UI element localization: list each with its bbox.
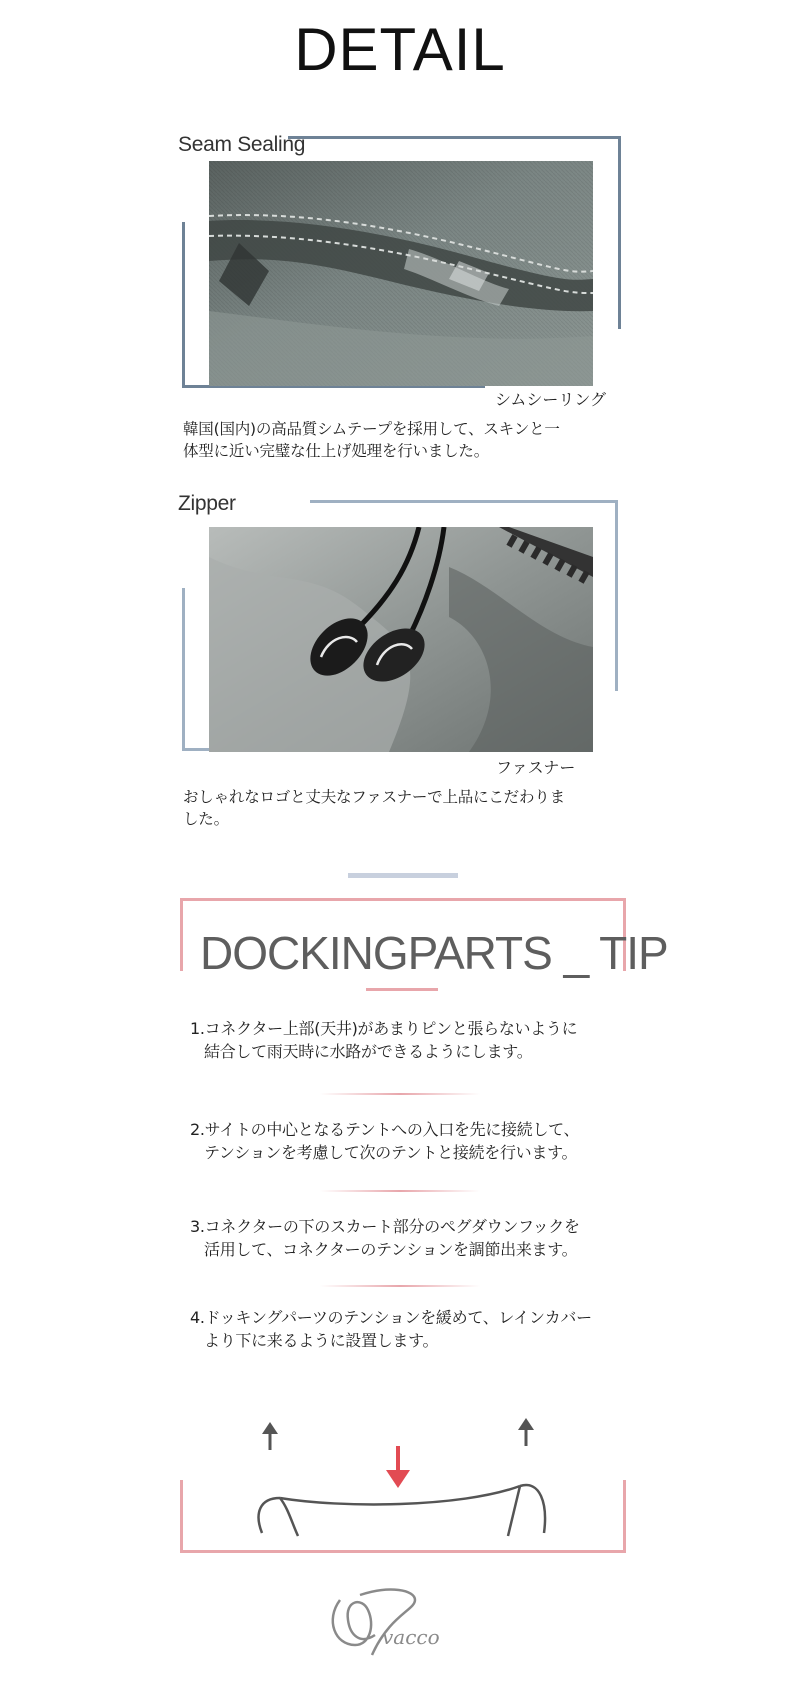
- tip-separator: [320, 1093, 480, 1095]
- tip-item: [190, 1118, 630, 1164]
- tip-line: より下に来るように設置します。: [204, 1331, 439, 1350]
- tip-title-underline: [366, 988, 438, 991]
- tip-separator: [320, 1190, 480, 1192]
- tip-title: DOCKINGPARTS _ TIP: [200, 927, 668, 979]
- brand-wordmark: vacco: [382, 1625, 440, 1649]
- tension-diagram: [240, 1408, 560, 1542]
- section-divider: [348, 873, 458, 878]
- seam-sealing-caption: シムシーリング: [495, 390, 607, 409]
- seam-sealing-description: [183, 418, 623, 462]
- zipper-caption: ファスナー: [496, 758, 576, 777]
- description-line: した。: [183, 810, 229, 828]
- tip-line: 2.サイトの中心となるテントへの入口を先に接続して、: [190, 1120, 580, 1139]
- arrow-down-icon: [386, 1446, 410, 1488]
- arrow-up-icon: [518, 1418, 534, 1446]
- tip-line: 結合して雨天時に水路ができるようにします。: [204, 1042, 533, 1061]
- description-line: 体型に近い完璧な仕上げ処理を行いました。: [183, 442, 490, 460]
- tip-separator: [320, 1285, 480, 1287]
- tip-line: 活用して、コネクターのテンションを調節出来ます。: [204, 1240, 578, 1259]
- tip-line: 3.コネクターの下のスカート部分のペグダウンフックを: [190, 1217, 580, 1236]
- description-line: 韓国(国内)の高品質シムテープを採用して、スキンと一: [183, 420, 560, 438]
- seam-sealing-label: Seam Sealing: [178, 133, 306, 156]
- arrow-up-icon: [262, 1422, 278, 1450]
- tip-line: 1.コネクター上部(天井)があまりピンと張らないように: [190, 1019, 578, 1038]
- brand-logo-icon: [320, 1575, 480, 1665]
- tip-line: テンションを考慮して次のテントと接続を行います。: [204, 1143, 578, 1162]
- zipper-label: Zipper: [178, 492, 236, 515]
- tip-item: [190, 1215, 630, 1261]
- page-title: DETAIL: [294, 16, 506, 83]
- brand-logo: [320, 1575, 480, 1669]
- seam-sealing-photo: [209, 161, 593, 386]
- tip-item: [190, 1306, 630, 1352]
- tip-line: 4.ドッキングパーツのテンションを緩めて、レインカバー: [190, 1308, 592, 1327]
- description-line: おしゃれなロゴと丈夫なファスナーで上品にこだわりま: [183, 788, 565, 806]
- tip-item: [190, 1017, 630, 1063]
- zipper-description: [183, 786, 623, 830]
- zipper-photo: [209, 527, 593, 752]
